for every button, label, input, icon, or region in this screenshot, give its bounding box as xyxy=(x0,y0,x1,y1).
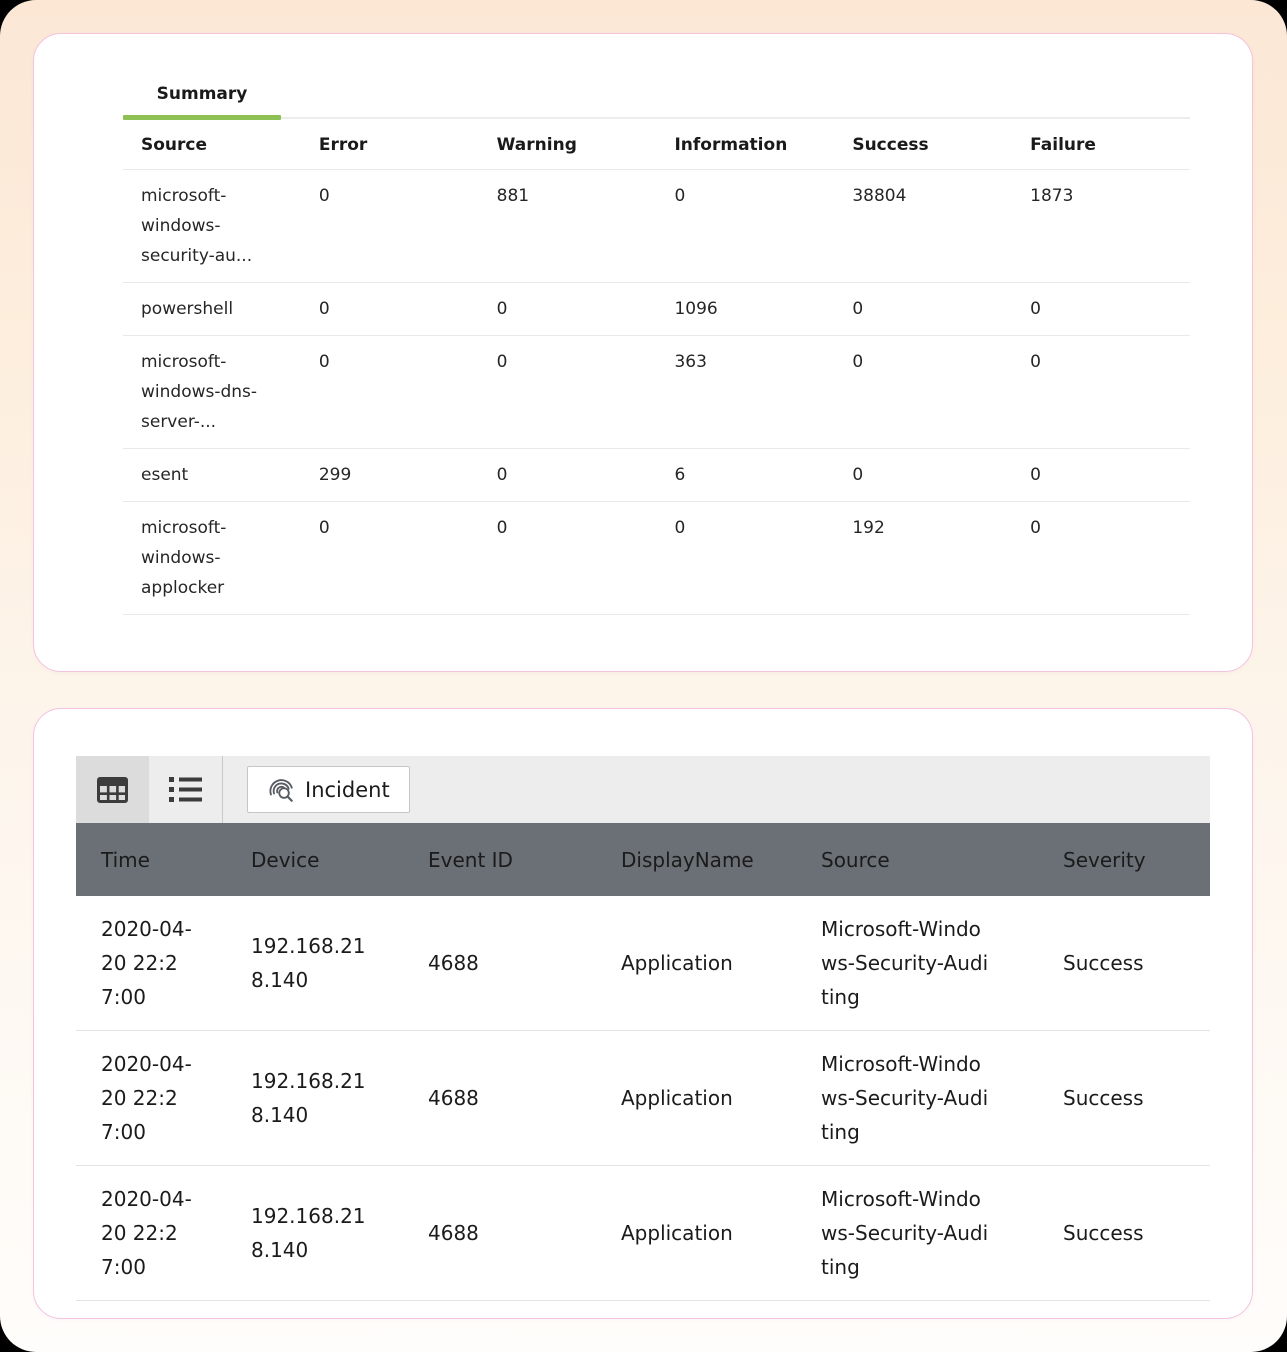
cell-warning: 881 xyxy=(496,186,530,206)
events-col-severity: Severity xyxy=(1063,847,1146,872)
cell-success: 0 xyxy=(852,465,864,485)
incident-button[interactable] xyxy=(247,766,410,813)
cell-error: 299 xyxy=(318,465,352,485)
cell-event-id: 4688 xyxy=(428,951,479,975)
summary-table-header xyxy=(123,119,1190,170)
summary-col-source: Source xyxy=(141,135,208,155)
summary-tab-bar xyxy=(123,84,1190,119)
cell-source: microsoft-windows-dns-server-... xyxy=(141,352,258,432)
cell-warning: 0 xyxy=(496,352,508,372)
summary-col-warning: Warning xyxy=(496,135,577,155)
cell-device: 192.168.218.140 xyxy=(251,1069,366,1127)
cell-source: powershell xyxy=(141,299,234,319)
cell-display-name: Application xyxy=(621,1221,733,1245)
cell-warning: 0 xyxy=(496,299,508,319)
cell-success: 0 xyxy=(852,299,864,319)
summary-table-row xyxy=(123,502,1190,615)
events-table xyxy=(76,823,1210,1301)
events-col-device: Device xyxy=(251,847,320,872)
cell-event-id: 4688 xyxy=(428,1086,479,1110)
events-toolbar xyxy=(76,756,1210,823)
cell-time: 2020-04-20 22:27:00 xyxy=(101,1187,192,1279)
summary-table-row xyxy=(123,449,1190,502)
cell-error: 0 xyxy=(318,186,330,206)
list-view-icon xyxy=(169,776,202,803)
cell-failure: 0 xyxy=(1030,465,1041,485)
summary-col-information: Information xyxy=(674,135,788,155)
cell-error: 0 xyxy=(318,352,330,372)
cell-information: 1096 xyxy=(674,299,718,319)
events-table-header xyxy=(76,823,1210,896)
summary-col-error: Error xyxy=(318,135,368,155)
cell-warning: 0 xyxy=(496,465,508,485)
cell-source: Microsoft-Windows-Security-Auditing xyxy=(821,1052,989,1144)
incident-button-label: Incident xyxy=(305,777,390,802)
events-col-displayname: DisplayName xyxy=(621,847,754,872)
event-row xyxy=(76,1166,1210,1301)
cell-device: 192.168.218.140 xyxy=(251,934,366,992)
cell-error: 0 xyxy=(318,299,330,319)
toolbar-divider xyxy=(222,756,223,823)
event-row xyxy=(76,896,1210,1031)
cell-warning: 0 xyxy=(496,518,508,538)
summary-table-row xyxy=(123,336,1190,449)
cell-device: 192.168.218.140 xyxy=(251,1204,366,1262)
cell-failure: 0 xyxy=(1030,518,1041,538)
cell-information: 0 xyxy=(674,186,686,206)
incident-search-icon xyxy=(267,776,295,804)
cell-success: 0 xyxy=(852,352,864,372)
event-row xyxy=(76,1031,1210,1166)
tab-summary-label: Summary xyxy=(156,84,248,104)
cell-time: 2020-04-20 22:27:00 xyxy=(101,1052,192,1144)
tab-summary[interactable] xyxy=(123,84,281,117)
table-view-button[interactable] xyxy=(76,756,149,823)
cell-source: microsoft-windows-applocker xyxy=(141,518,227,598)
cell-source: Microsoft-Windows-Security-Auditing xyxy=(821,1187,989,1279)
events-col-time: Time xyxy=(101,847,150,872)
cell-display-name: Application xyxy=(621,951,733,975)
cell-failure: 0 xyxy=(1030,299,1041,319)
summary-col-success: Success xyxy=(852,135,929,155)
cell-information: 363 xyxy=(674,352,707,372)
summary-table-row xyxy=(123,283,1190,336)
events-col-eventid: Event ID xyxy=(428,847,513,872)
cell-display-name: Application xyxy=(621,1086,733,1110)
cell-information: 0 xyxy=(674,518,686,538)
cell-source: Microsoft-Windows-Security-Auditing xyxy=(821,917,989,1009)
summary-table-row xyxy=(123,170,1190,283)
cell-success: 38804 xyxy=(852,186,907,206)
cell-source: esent xyxy=(141,465,189,485)
cell-failure: 1873 xyxy=(1030,186,1074,206)
cell-success: 192 xyxy=(852,518,885,538)
cell-event-id: 4688 xyxy=(428,1221,479,1245)
cell-severity: Success xyxy=(1063,951,1144,975)
list-view-button[interactable] xyxy=(149,756,222,823)
cell-error: 0 xyxy=(318,518,330,538)
summary-table xyxy=(123,119,1190,615)
cell-time: 2020-04-20 22:27:00 xyxy=(101,917,192,1009)
cell-severity: Success xyxy=(1063,1086,1144,1110)
cell-severity: Success xyxy=(1063,1221,1144,1245)
table-view-icon xyxy=(97,777,128,803)
summary-col-failure: Failure xyxy=(1030,135,1096,155)
events-panel xyxy=(33,708,1253,1319)
cell-information: 6 xyxy=(674,465,686,485)
cell-source: microsoft-windows-security-au... xyxy=(141,186,253,266)
cell-failure: 0 xyxy=(1030,352,1041,372)
summary-panel xyxy=(33,33,1253,672)
events-col-source: Source xyxy=(821,847,890,872)
